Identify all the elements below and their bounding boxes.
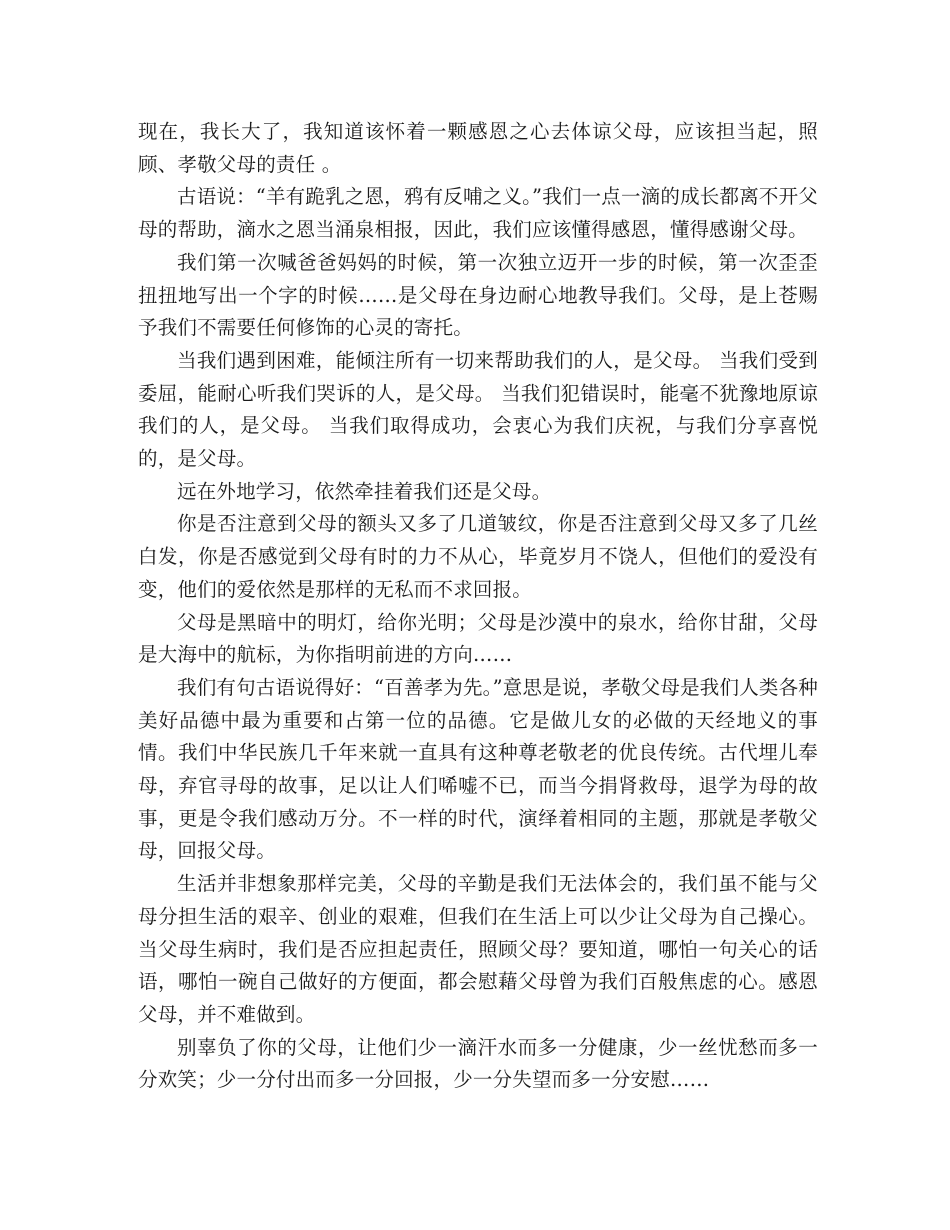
paragraph-5: 远在外地学习，依然牵挂着我们还是父母。 xyxy=(177,479,552,503)
paragraph-8: 我们有句古语说得好：“百善孝为先。”意思是说，孝敬父母是我们人类各种美好品德中最为重要和占第一位的品德。它是做儿女的必做的天经地义的事情。我们中华民族几千年来就一直具有这种尊老敬老的优良传统。古代埋儿奉母，弃官寻母的故事，足以让人们唏嘘不已，而当今捐肾救母，退学为母的故事，更是令我们感动万分。不一样的时代，演绎着相同的主题，那就是孝敬父母，回报父母。 xyxy=(138,675,818,863)
document-body xyxy=(138,116,818,1097)
paragraph-3: 我们第一次喊爸爸妈妈的时候，第一次独立迈开一步的时候，第一次歪歪扭扭地写出一个字的时候……是父母在身边耐心地教导我们。父母，是上苍赐予我们不需要任何修饰的心灵的寄托。 xyxy=(138,250,818,340)
paragraph-4: 当我们遇到困难，能倾注所有一切来帮助我们的人，是父母。 当我们受到委屈，能耐心听我们哭诉的人，是父母。 当我们犯错误时，能毫不犹豫地原谅我们的人，是父母。 当我们取得成功，会衷心为我们庆祝，与我们分享喜悦的，是父母。 xyxy=(138,348,818,471)
paragraph-10: 别辜负了你的父母，让他们少一滴汗水而多一分健康，少一丝忧愁而多一分欢笑；少一分付出而多一分回报，少一分失望而多一分安慰…… xyxy=(138,1035,818,1092)
paragraph-9: 生活并非想象那样完美，父母的辛勤是我们无法体会的，我们虽不能与父母分担生活的艰辛、创业的艰难，但我们在生活上可以少让父母为自己操心。当父母生病时，我们是否应担起责任，照顾父母？要知道，哪怕一句关心的话语，哪怕一碗自己做好的方便面，都会慰藉父母曾为我们百般焦虑的心。感恩父母，并不难做到。 xyxy=(138,872,818,1026)
paragraph-7: 父母是黑暗中的明灯，给你光明；父母是沙漠中的泉水，给你甘甜，父母是大海中的航标，为你指明前进的方向…… xyxy=(138,610,818,667)
paragraph-1: 现在，我长大了，我知道该怀着一颗感恩之心去体谅父母，应该担当起，照顾、孝敬父母的责任 。 xyxy=(138,120,818,176)
paragraph-6: 你是否注意到父母的额头又多了几道皱纹，你是否注意到父母又多了几丝白发，你是否感觉到父母有时的力不从心，毕竟岁月不饶人，但他们的爱没有变，他们的爱依然是那样的无私而不求回报。 xyxy=(138,512,818,601)
paragraph-2: 古语说：“羊有跪乳之恩，鸦有反哺之义。”我们一点一滴的成长都离不开父母的帮助，滴水之恩当涌泉相报，因此，我们应该懂得感恩，懂得感谢父母。 xyxy=(138,185,818,242)
